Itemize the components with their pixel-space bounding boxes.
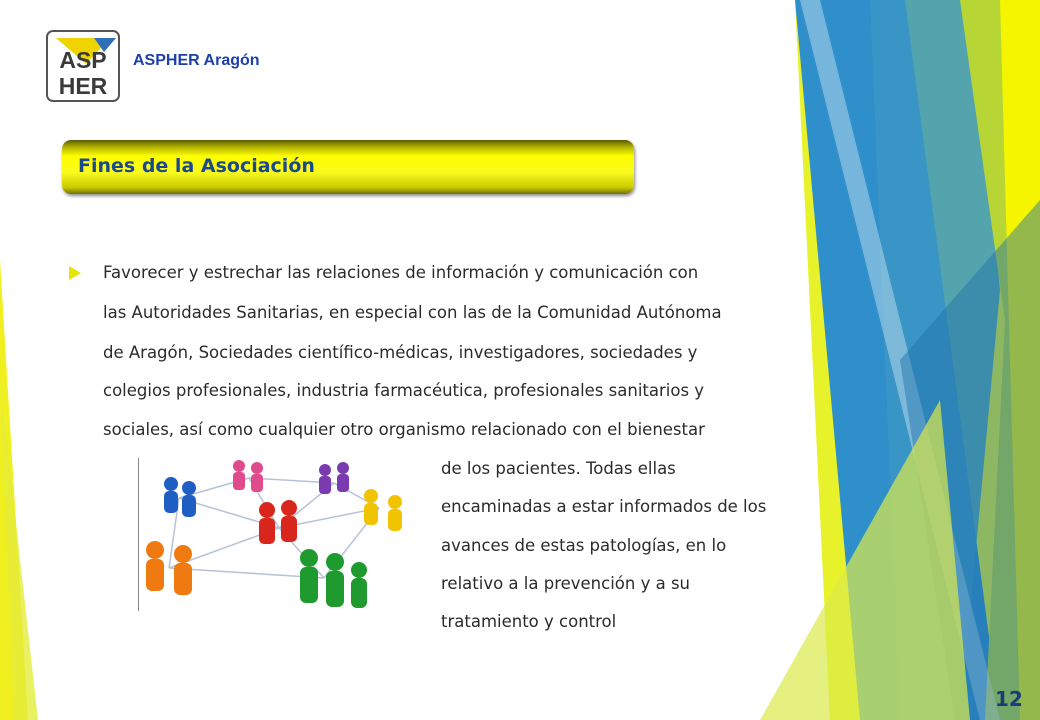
body-line-4: colegios profesionales, industria farmacéutica, profesionales sanitarios y (103, 381, 705, 400)
aspher-logo (46, 30, 120, 102)
body-line-8: avances de estas patologías, en lo (441, 536, 727, 555)
body-line-3: de Aragón, Sociedades científico-médicas, investigadores, sociedades y (103, 343, 698, 362)
bullet-arrow-icon (69, 266, 81, 280)
org-name: ASPHER Aragón (133, 52, 260, 69)
logo-text-top: ASP (59, 47, 107, 73)
people-network-icon (139, 458, 415, 611)
body-line-5: sociales, así como cualquier otro organismo relacionado con el bienestar (103, 420, 705, 439)
body-line-7: encaminadas a estar informados de los (441, 497, 767, 516)
body-line-9: relativo a la prevención y a su (441, 574, 691, 593)
people-network-image (138, 458, 415, 611)
logo-text-bottom: HER (58, 73, 108, 99)
body-line-10: tratamiento y control (441, 612, 617, 631)
section-banner (62, 140, 634, 194)
body-line-1: Favorecer y estrechar las relaciones de información y comunicación con (103, 263, 699, 282)
body-line-6: de los pacientes. Todas ellas (441, 459, 676, 478)
section-title: Fines de la Asociación (78, 155, 315, 177)
page-number: 12 (995, 687, 1023, 711)
body-line-2: las Autoridades Sanitarias, en especial con las de la Comunidad Autónoma (103, 303, 722, 322)
